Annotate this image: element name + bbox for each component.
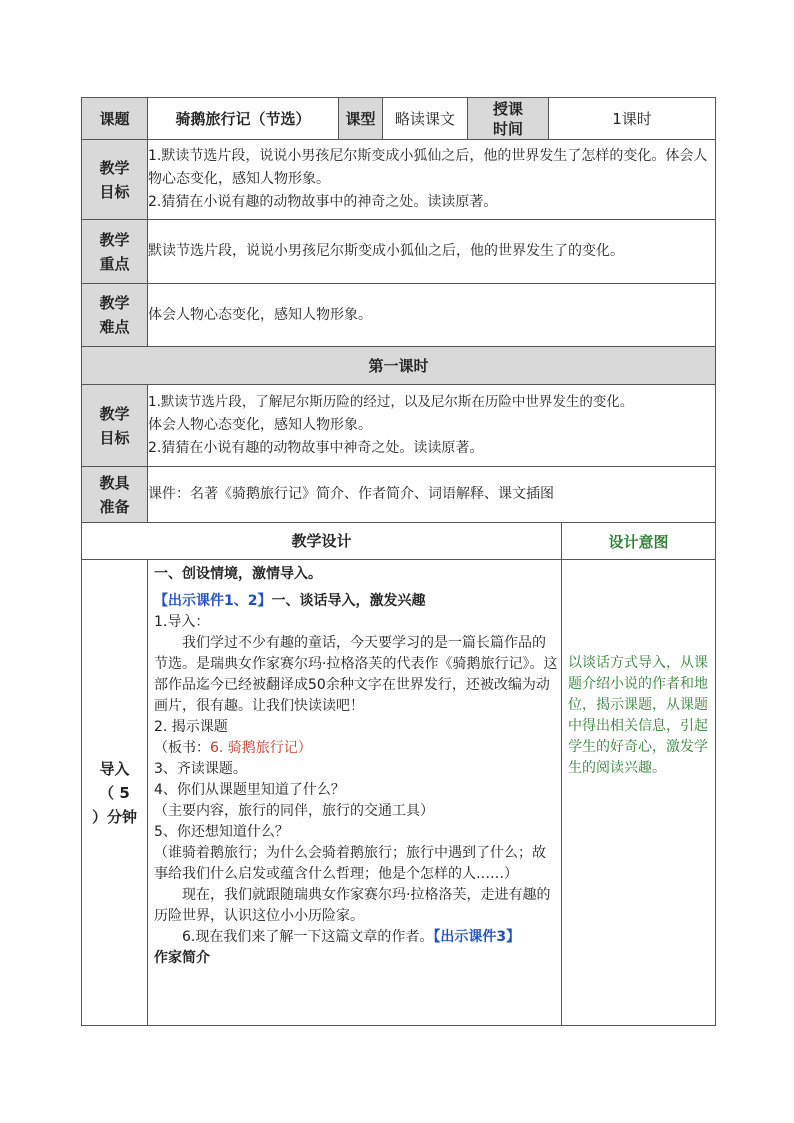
period-goals-text bbox=[148, 385, 716, 467]
intent-header: 设计意图 bbox=[562, 523, 716, 560]
intro-label: 导入 （ 5 ）分钟 bbox=[82, 560, 148, 1026]
type-value: 略读课文 bbox=[383, 98, 468, 140]
type-label: 课型 bbox=[339, 98, 383, 140]
period-goals-line-1: 1.默读节选片段，了解尼尔斯历险的经过，以及尼尔斯在历险中世界发生的变化。 bbox=[148, 394, 634, 410]
intro-design bbox=[148, 560, 562, 1026]
period-goals-line-3: 2.猜猜在小说有趣的动物故事中神奇之处。读读原著。 bbox=[148, 440, 484, 456]
intro-paragraph-1: 我们学过不少有趣的童话，今天要学习的是一篇长篇作品的节选。是瑞典女作家赛尔玛·拉格洛芙的代表作《骑鹅旅行记》。这部作品迄今已经被翻译成50余种文字在世界发行，还被改编为动画片，很有趣。让我们快读读吧！ bbox=[154, 635, 558, 714]
step-5: 5、你还想知道什么？ bbox=[154, 824, 289, 840]
lesson-plan-table bbox=[81, 97, 716, 1026]
intro-intent: 以谈话方式导入，从课题介绍小说的作者和地位，揭示课题，从课题中得出相关信息，引起学生的好奇心，激发学生的阅读兴趣。 bbox=[562, 560, 716, 1026]
step-6: 6.现在我们来了解一下这篇文章的作者。【出示课件3】 bbox=[182, 929, 521, 945]
intro-paragraph-2: 现在，我们就跟随瑞典女作家赛尔玛·拉格洛芙，走进有趣的历险世界，认识这位小小历险家。 bbox=[154, 887, 551, 924]
goals-text bbox=[148, 140, 716, 220]
materials-text: 课件：名著《骑鹅旅行记》简介、作者简介、词语解释、课文插图 bbox=[148, 467, 716, 523]
step-1: 1.导入： bbox=[154, 614, 210, 630]
time-label: 授课时间 bbox=[468, 98, 549, 140]
topic-label: 课题 bbox=[82, 98, 148, 140]
key-points-label: 教学重点 bbox=[82, 220, 148, 284]
board-line: （板书：6. 骑鹅旅行记） bbox=[154, 740, 312, 756]
design-header: 教学设计 bbox=[82, 523, 562, 560]
difficulties-text: 体会人物心态变化，感知人物形象。 bbox=[148, 284, 716, 347]
period-title: 第一课时 bbox=[82, 347, 716, 385]
goals-line-2: 2.猜猜在小说有趣的动物故事中的神奇之处。读读原著。 bbox=[148, 194, 498, 210]
step-3: 3、齐读课题。 bbox=[154, 761, 247, 777]
materials-label: 教具准备 bbox=[82, 467, 148, 523]
difficulties-label: 教学难点 bbox=[82, 284, 148, 347]
goals-line-1: 1.默读节选片段，说说小男孩尼尔斯变成小狐仙之后，他的世界发生了怎样的变化。体会人物心态变化，感知人物形象。 bbox=[148, 148, 708, 187]
key-points-text: 默读节选片段，说说小男孩尼尔斯变成小狐仙之后，他的世界发生了的变化。 bbox=[148, 220, 716, 284]
step-2: 2. 揭示课题 bbox=[154, 719, 228, 735]
section-title: 一、创设情境，激情导入。 bbox=[154, 566, 322, 582]
step-4-answer: （主要内容，旅行的同伴，旅行的交通工具） bbox=[154, 803, 434, 819]
step-5-answer: （谁骑着鹅旅行；为什么会骑着鹅旅行；旅行中遇到了什么；故事给我们什么启发或蕴含什么哲理；他是个怎样的人……） bbox=[154, 845, 546, 882]
period-goals-line-2: 体会人物心态变化，感知人物形象。 bbox=[148, 417, 372, 433]
step-4: 4、你们从课题里知道了什么？ bbox=[154, 782, 345, 798]
time-value: 1课时 bbox=[549, 98, 716, 140]
goals-label: 教学目标 bbox=[82, 140, 148, 220]
topic-value: 骑鹅旅行记（节选） bbox=[148, 98, 339, 140]
period-goals-label: 教学目标 bbox=[82, 385, 148, 467]
author-title: 作家简介 bbox=[154, 950, 210, 966]
slide-line: 【出示课件1、2】一、谈话导入，激发兴趣 bbox=[154, 593, 426, 609]
